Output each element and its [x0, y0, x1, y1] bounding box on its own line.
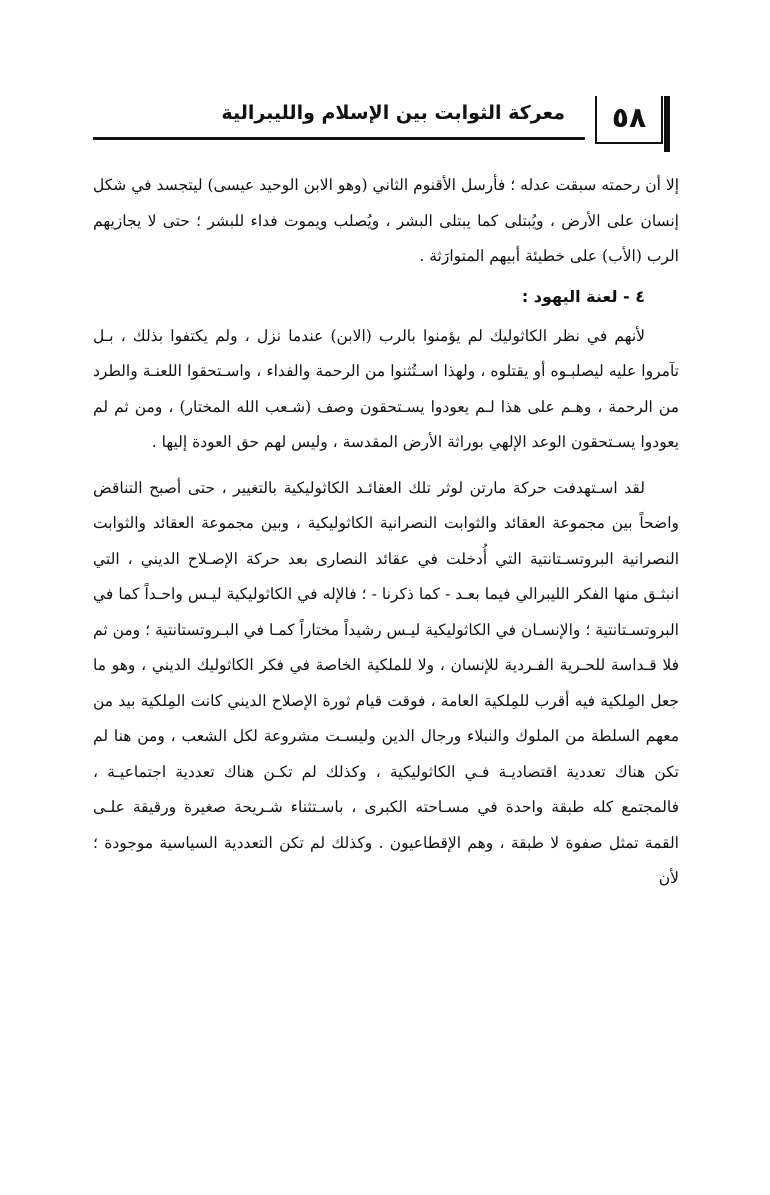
header-rule	[93, 137, 585, 140]
page-number-frame	[595, 96, 663, 144]
page-number: ٥٨	[611, 101, 647, 134]
section-heading: ٤ - لعنة اليهود :	[521, 286, 645, 306]
running-title: معركة الثوابت بين الإسلام والليبرالية	[221, 102, 565, 124]
paragraph-gap	[93, 461, 679, 471]
paragraph-3: لقد اسـتهدفت حركة مارتن لوثر تلك العقائـد الكاثوليكية بالتغيير ، حتى أصبح التناقض واضحاً بين مجموعة العقائد والثوابت النصرانية الكاثوليكية ، وبين مجموعة العقائد والثوابت النصرانية البروتسـتانتية التي أُدخلت في عقائد النصارى بعد حركة الإصـلاح الديني ، التي انبثـق منها الفكر الليبرالي فيما بعـد - كما ذكرنا - ؛ فالإله في الكاثوليكية ليـس واحـداً كما في البروتسـتانتية ؛ والإنسـان في الكاثوليكية ليـس رشيداً مختاراً كمـا في البـروتستانتية ؛ ومن ثم فلا قـداسة للحـرية الفـردية للإنسان ، ولا للملكية الخاصة في فكر الكاثوليك الديني ، وهو ما جعل المِلكية فيه أقرب للمِلكية العامة ، فوقت قيام ثورة الإصلاح الديني كانت المِلكية بيد من معهم السلطة من الملوك والنبلاء ورجال الدين وليسـت مشروعة لكل الشعب ، ومن هنا لم تكن هناك تعددية اقتصاديـة فـي الكاثوليكية ، وكذلك لم تكـن هناك تعددية اجتماعيـة ، فالمجتمع كله طبقة واحدة في مسـاحته الكبرى ، باسـتثناء شـريحة صغيرة ورقيقة علـى القمة تمثل صفوة لا طبقة ، وهم الإقطاعيون . وكذلك لم تكن التعددية السياسية موجودة ؛ لأن	[93, 478, 679, 887]
paragraph-2: لأنهم في نظر الكاثوليك لم يؤمنوا بالرب (الابن) عندما نزل ، ولم يكتفوا بذلك ، بـل تآمروا عليه ليصلبـوه أو يقتلوه ، ولهذا اسـتُثنوا من الرحمة والفداء ، واسـتحقوا اللعنـة والطرد من الرحمة ، وهـم على هذا لـم يعودوا يسـتحقون وصف (شـعب الله المختار) ، ومن ثم لم يعودوا يسـتحقون الوعد الإلهي بوراثة الأرض المقدسة ، وليس لهم حق العودة إليها .	[93, 326, 679, 451]
page-header	[93, 96, 673, 152]
page-body	[93, 168, 679, 897]
paragraph-1: إلا أن رحمته سبقت عدله ؛ فأرسل الأقنوم الثاني (وهو الابن الوحيد عيسى) ليتجسد في شكل إنسان على الأرض ، ويُبتلى كما يبتلى البشر ، ويُصلب ويموت فداء للبشر ؛ حتى لا يجازيهم الرب (الأب) على خطيئة أبيهم المتوارَثة .	[93, 176, 679, 265]
